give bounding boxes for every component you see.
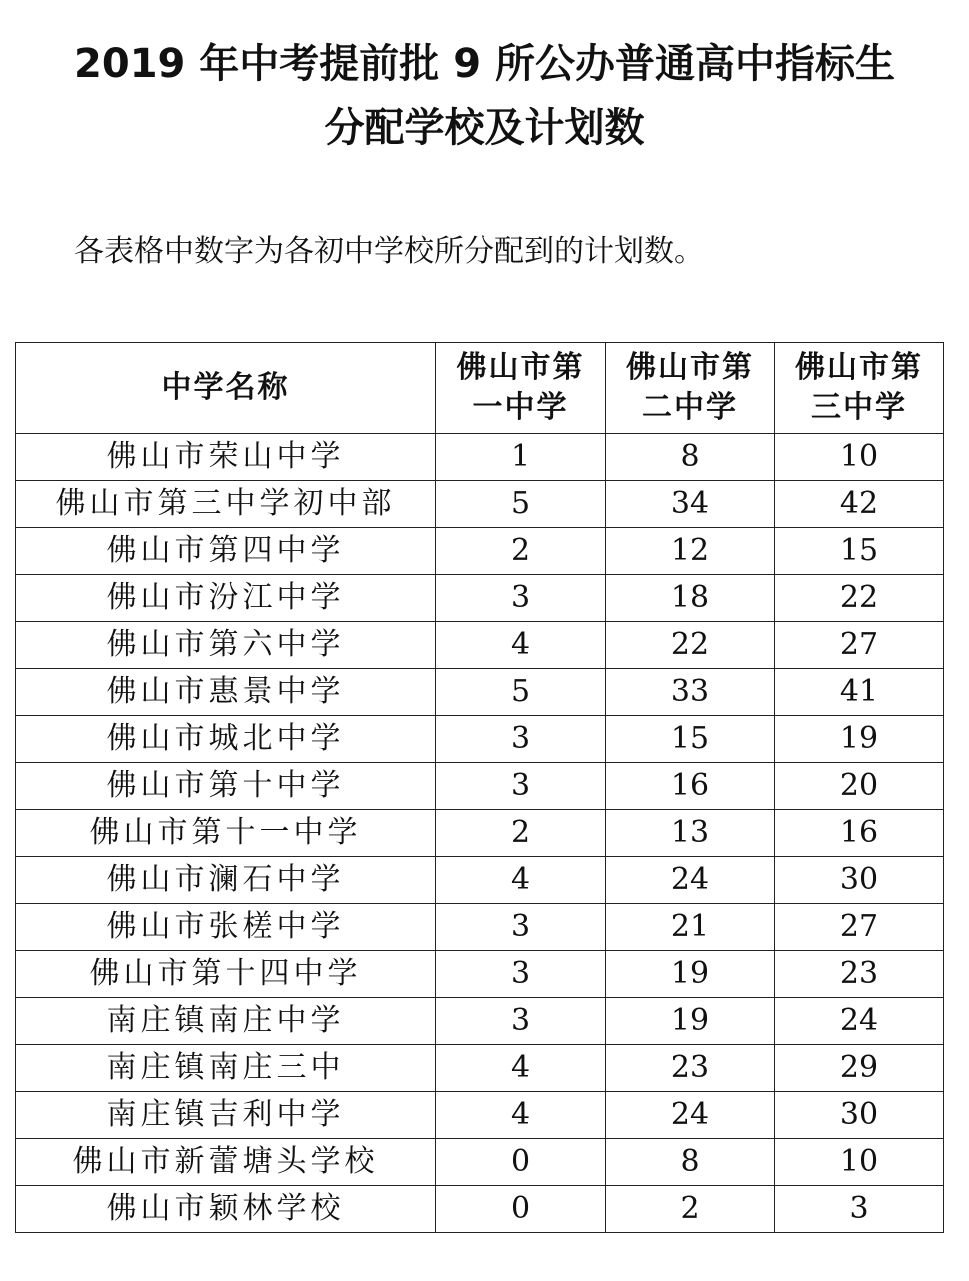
quota-cell-school-3: 24 — [775, 998, 944, 1045]
quota-cell-school-1: 3 — [436, 575, 606, 622]
header-label-line-2: 三中学 — [811, 390, 907, 425]
quota-cell-school-1: 2 — [436, 528, 606, 575]
quota-cell-school-2: 13 — [606, 810, 775, 857]
quota-cell-school-2: 19 — [606, 951, 775, 998]
quota-cell-school-3: 29 — [775, 1045, 944, 1092]
quota-cell-school-2: 21 — [606, 904, 775, 951]
school-name-cell: 佛山市张槎中学 — [16, 904, 436, 951]
school-name-cell: 佛山市第十中学 — [16, 763, 436, 810]
quota-cell-school-2: 12 — [606, 528, 775, 575]
quota-cell-school-3: 19 — [775, 716, 944, 763]
header-label-line-1: 佛山市第 — [795, 350, 923, 385]
table-row — [16, 716, 944, 763]
quota-cell-school-1: 0 — [436, 1186, 606, 1233]
quota-cell-school-1: 5 — [436, 669, 606, 716]
quota-cell-school-3: 41 — [775, 669, 944, 716]
quota-cell-school-3: 23 — [775, 951, 944, 998]
table-row — [16, 481, 944, 528]
header-target-school-2 — [606, 343, 775, 434]
table-row — [16, 857, 944, 904]
header-label-line-2: 一中学 — [472, 390, 569, 425]
school-name-cell: 佛山市第四中学 — [16, 528, 436, 575]
quota-cell-school-3: 42 — [775, 481, 944, 528]
quota-cell-school-2: 23 — [606, 1045, 775, 1092]
quota-cell-school-2: 24 — [606, 1092, 775, 1139]
quota-cell-school-1: 2 — [436, 810, 606, 857]
quota-cell-school-3: 27 — [775, 904, 944, 951]
table-row — [16, 998, 944, 1045]
quota-cell-school-3: 3 — [775, 1186, 944, 1233]
quota-cell-school-3: 27 — [775, 622, 944, 669]
school-name-cell: 佛山市第三中学初中部 — [16, 481, 436, 528]
header-target-school-3 — [775, 343, 944, 434]
header-label-line-2: 二中学 — [642, 390, 738, 425]
table-row — [16, 1186, 944, 1233]
table-row — [16, 1045, 944, 1092]
quota-cell-school-2: 2 — [606, 1186, 775, 1233]
table-note: 各表格中数字为各初中学校所分配到的计划数。 — [74, 234, 704, 269]
header-label-line-1: 中学名称 — [161, 370, 290, 405]
school-name-cell: 佛山市荣山中学 — [16, 434, 436, 481]
quota-cell-school-3: 20 — [775, 763, 944, 810]
header-label-line-1: 佛山市第 — [456, 350, 585, 385]
table-row — [16, 904, 944, 951]
quota-cell-school-1: 3 — [436, 998, 606, 1045]
quota-cell-school-3: 10 — [775, 1139, 944, 1186]
quota-cell-school-3: 15 — [775, 528, 944, 575]
table-body — [16, 434, 944, 1233]
quota-cell-school-2: 8 — [606, 1139, 775, 1186]
quota-cell-school-3: 30 — [775, 857, 944, 904]
quota-cell-school-1: 1 — [436, 434, 606, 481]
school-name-cell: 佛山市城北中学 — [16, 716, 436, 763]
quota-cell-school-1: 0 — [436, 1139, 606, 1186]
header-row — [16, 343, 944, 434]
table-row — [16, 951, 944, 998]
table-row — [16, 1092, 944, 1139]
school-name-cell: 佛山市第六中学 — [16, 622, 436, 669]
school-name-cell: 佛山市汾江中学 — [16, 575, 436, 622]
quota-cell-school-1: 3 — [436, 716, 606, 763]
quota-cell-school-1: 3 — [436, 951, 606, 998]
document-title-line-2: 分配学校及计划数 — [324, 105, 645, 151]
quota-cell-school-2: 19 — [606, 998, 775, 1045]
school-name-cell: 南庄镇南庄三中 — [16, 1045, 436, 1092]
school-name-cell: 南庄镇南庄中学 — [16, 998, 436, 1045]
document-title-line-1: 2019 年中考提前批 9 所公办普通高中指标生 — [74, 41, 895, 87]
school-name-cell: 佛山市第十四中学 — [16, 951, 436, 998]
quota-cell-school-1: 4 — [436, 1045, 606, 1092]
table-row — [16, 622, 944, 669]
school-name-cell: 佛山市颖林学校 — [16, 1186, 436, 1233]
header-school-name — [16, 343, 436, 434]
school-name-cell: 佛山市新蕾塘头学校 — [16, 1139, 436, 1186]
school-name-cell: 佛山市第十一中学 — [16, 810, 436, 857]
quota-cell-school-3: 10 — [775, 434, 944, 481]
header-label-line-1: 佛山市第 — [626, 350, 754, 385]
quota-cell-school-2: 34 — [606, 481, 775, 528]
quota-cell-school-1: 4 — [436, 622, 606, 669]
table-header — [16, 343, 944, 434]
quota-cell-school-3: 30 — [775, 1092, 944, 1139]
school-name-cell: 佛山市惠景中学 — [16, 669, 436, 716]
quota-cell-school-1: 5 — [436, 481, 606, 528]
quota-cell-school-3: 22 — [775, 575, 944, 622]
table-row — [16, 763, 944, 810]
school-name-cell: 南庄镇吉利中学 — [16, 1092, 436, 1139]
table-row — [16, 528, 944, 575]
quota-cell-school-2: 16 — [606, 763, 775, 810]
quota-cell-school-1: 4 — [436, 1092, 606, 1139]
table-row — [16, 1139, 944, 1186]
allocation-table — [15, 342, 944, 1233]
quota-cell-school-2: 22 — [606, 622, 775, 669]
quota-cell-school-2: 24 — [606, 857, 775, 904]
table-row — [16, 434, 944, 481]
header-target-school-1 — [436, 343, 606, 434]
quota-cell-school-1: 3 — [436, 904, 606, 951]
quota-cell-school-3: 16 — [775, 810, 944, 857]
quota-cell-school-2: 18 — [606, 575, 775, 622]
quota-cell-school-1: 3 — [436, 763, 606, 810]
table-row — [16, 575, 944, 622]
quota-cell-school-2: 15 — [606, 716, 775, 763]
quota-cell-school-1: 4 — [436, 857, 606, 904]
school-name-cell: 佛山市澜石中学 — [16, 857, 436, 904]
quota-cell-school-2: 33 — [606, 669, 775, 716]
quota-cell-school-2: 8 — [606, 434, 775, 481]
table-row — [16, 669, 944, 716]
table-row — [16, 810, 944, 857]
